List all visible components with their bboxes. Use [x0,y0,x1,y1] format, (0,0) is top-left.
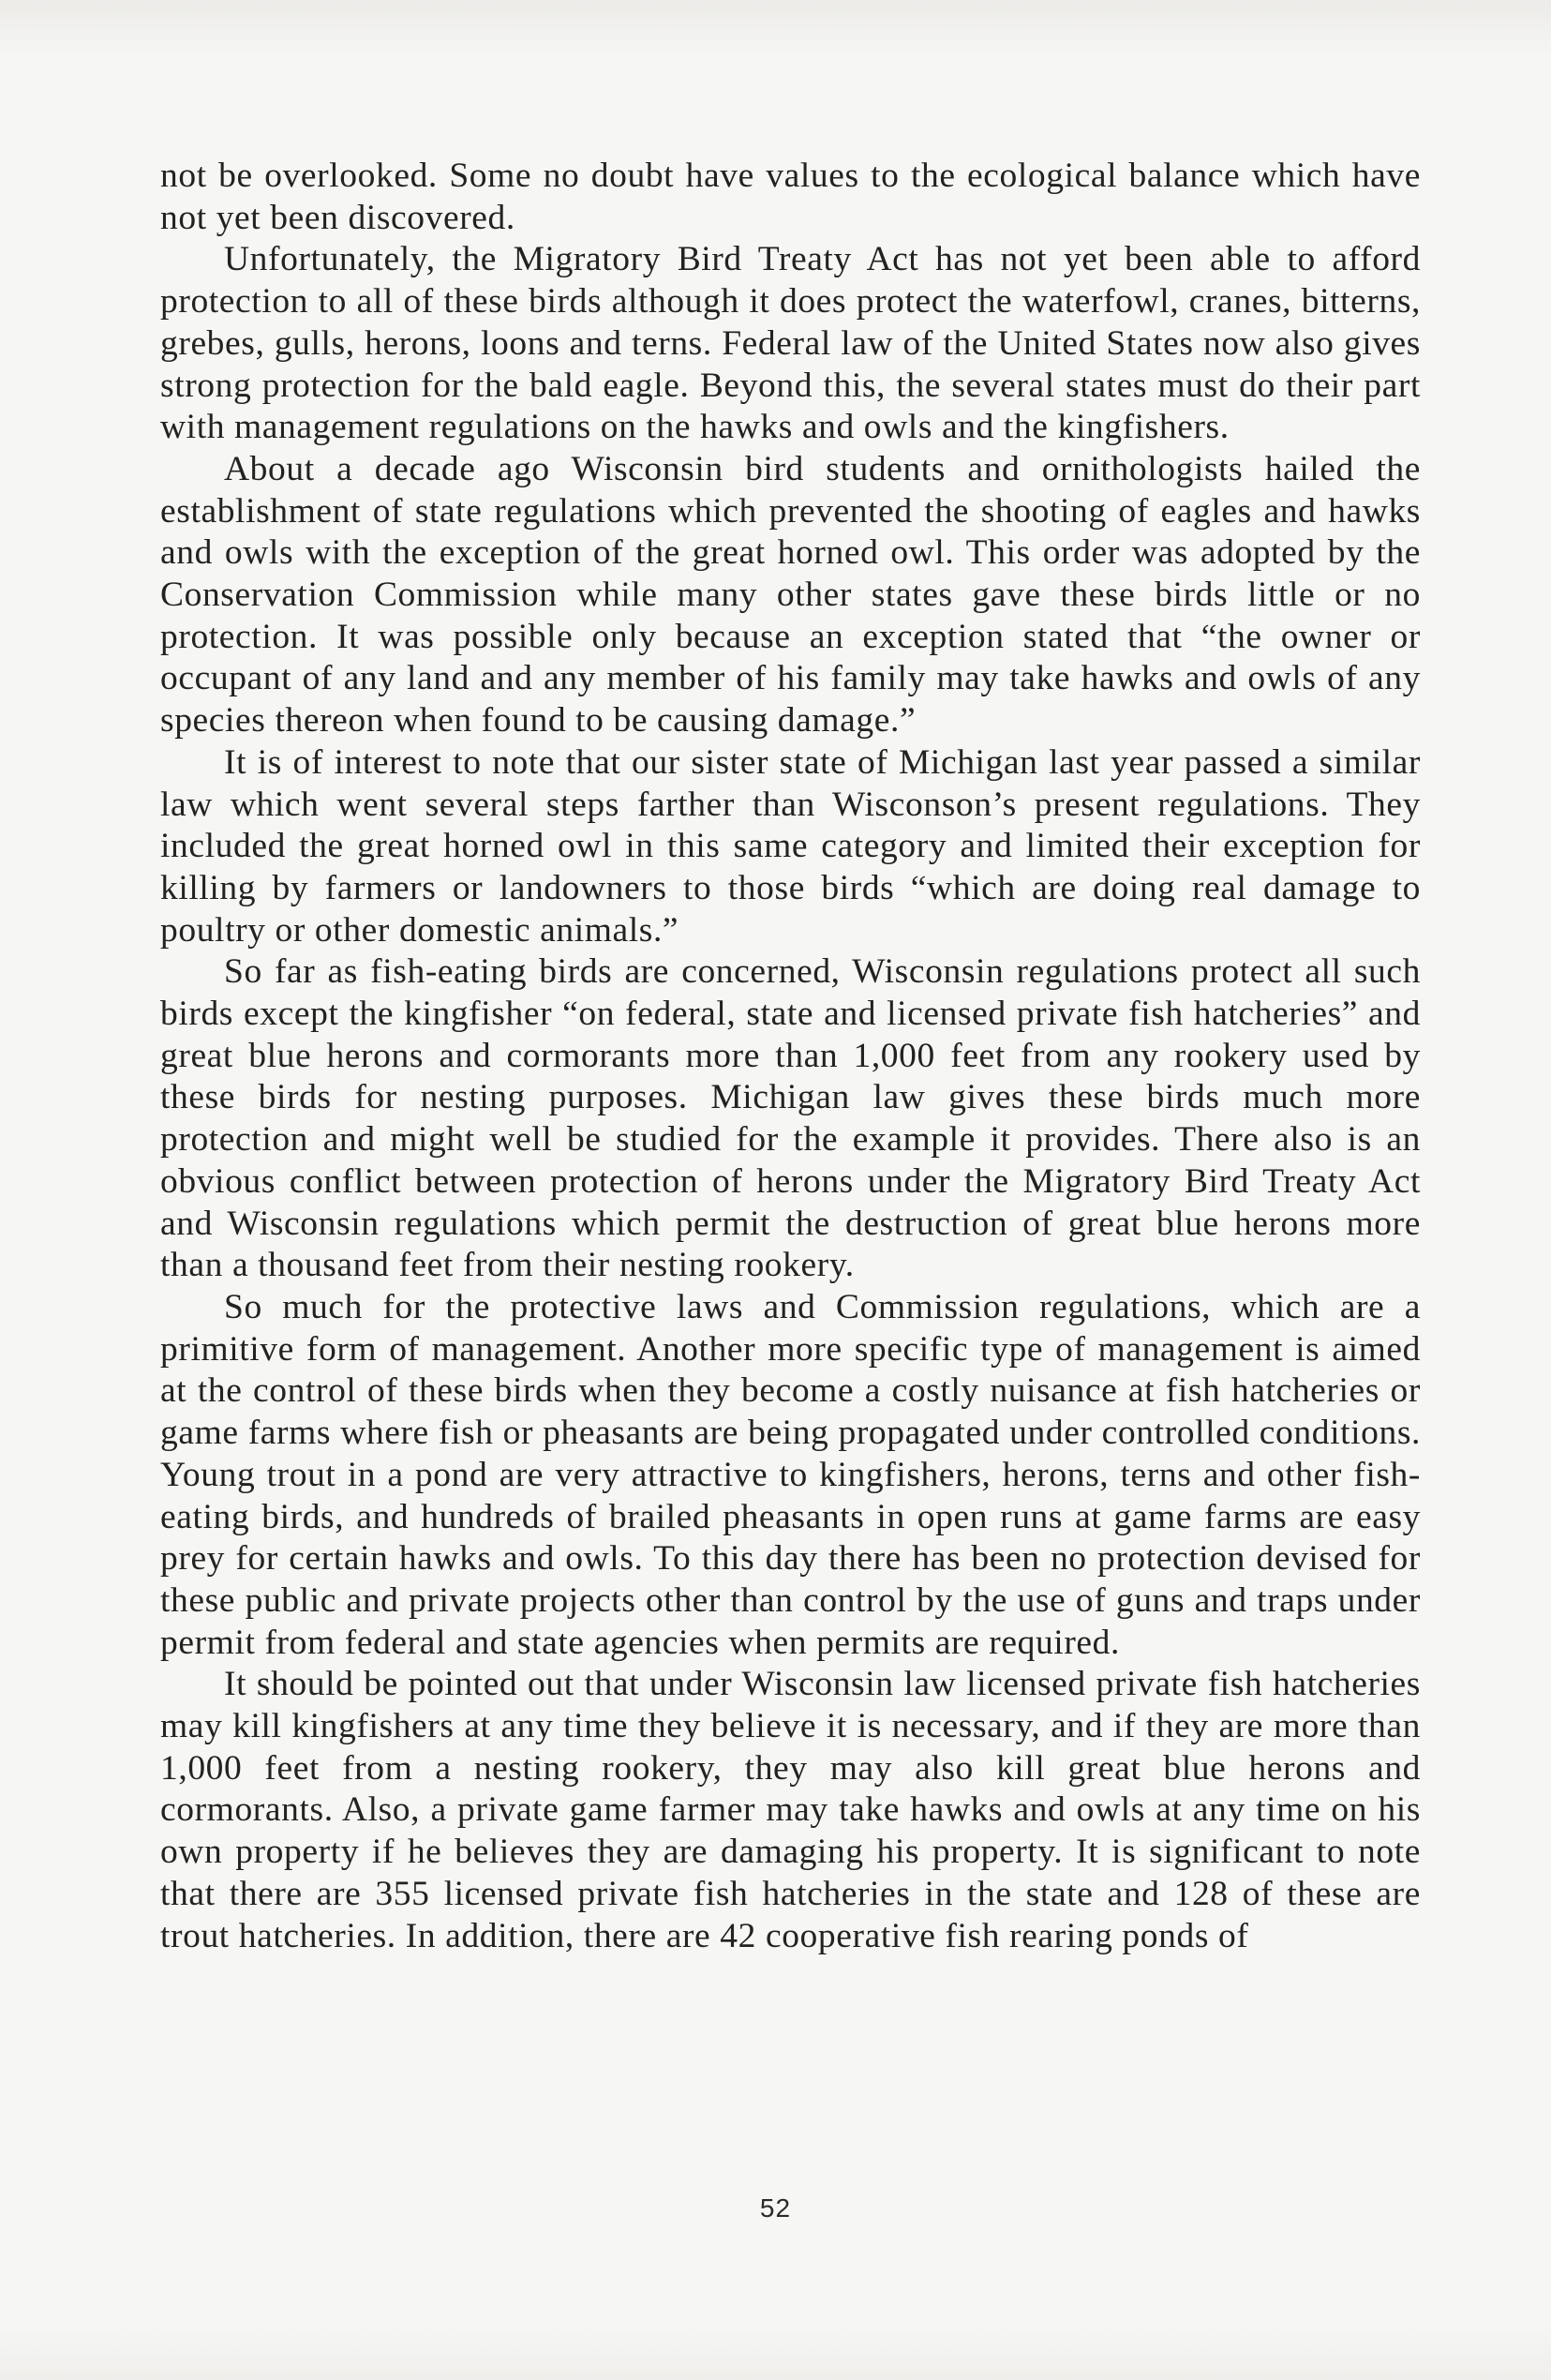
paragraph-hatcheries: It should be pointed out that under Wisconsin law licensed private fish hatcheries may kill kingfishers at any time they believe it is necessary, and if they are more than 1,000 feet from a nesting rookery, they may also kill great blue herons and cormorants. Also, a private game farmer may take hawks and owls at any time on his own property if he believes they are damaging his property. It is significant to note that there are 355 licensed private fish hatcheries in the state and 128 of these are trout hatcheries. In addition, there are 42 cooperative fish rearing ponds of [160,1665,1421,1955]
paragraph-continuation: not be overlooked. Some no doubt have values to the ecological balance which have not yet been discovered. [160,157,1421,237]
page-number: 52 [759,2193,792,2223]
paragraph-wisconsin-regulations: About a decade ago Wisconsin bird students and ornithologists hailed the establishment of state regulations which prevented the shooting of eagles and hawks and owls with the exception of the great horned owl. This order was adopted by the Conservation Commission while many other states gave these birds little or no protection. It was possible only because an exception stated that “the owner or occupant of any land and any member of his family may take hawks and owls of any species thereon when found to be causing damage.” [160,449,1421,741]
body-text [160,156,1421,1957]
paragraph-migratory-bird-act: Unfortunately, the Migratory Bird Treaty Act has not yet been able to afford protection to all of these birds although it does protect the waterfowl, cranes, bitterns, grebes, gulls, herons, loons and terns. Federal law of the United States now also gives strong protection for the bald eagle. Beyond this, the several states must do their part with management regulations on the hawks and owls and the kingfishers. [160,240,1421,447]
paragraph-fish-eating-birds: So far as fish-eating birds are concerned, Wisconsin regulations protect all such birds except the kingfisher “on federal, state and licensed private fish hatcheries” and great blue herons and cormorants more than 1,000 feet from any rookery used by these birds for nesting purposes. Michigan law gives these birds much more protection and might well be studied for the example it provides. There also is an obvious conflict between protection of herons under the Migratory Bird Treaty Act and Wisconsin regulations which permit the destruction of great blue herons more than a thousand feet from their nesting rookery. [160,952,1421,1285]
paragraph-management: So much for the protective laws and Commission regulations, which are a primitive form of management. Another more specific type of management is aimed at the control of these birds when they become a costly nuisance at fish hatcheries or game farms where fish or pheasants are being propagated under controlled conditions. Young trout in a pond are very attractive to kingfishers, herons, terns and other fish-eating birds, and hundreds of brailed pheasants in open runs at game farms are easy prey for certain hawks and owls. To this day there has been no protection devised for these public and private projects other than control by the use of guns and traps under permit from federal and state agencies when permits are required. [160,1287,1421,1662]
paragraph-michigan-law: It is of interest to note that our sister state of Michigan last year passed a similar law which went several steps farther than Wisconson’s present regulations. They included the great horned owl in this same category and limited their exception for killing by farmers or landowners to those birds “which are doing real damage to poultry or other domestic animals.” [160,742,1421,950]
